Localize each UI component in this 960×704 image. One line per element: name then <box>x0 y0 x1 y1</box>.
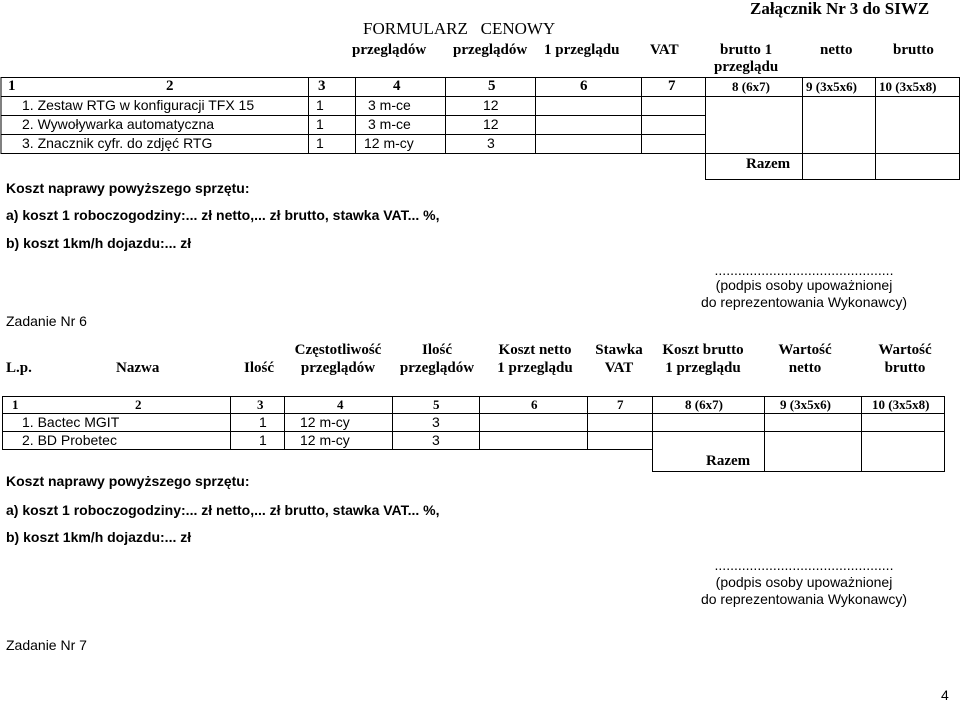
t1-row1-freq: 3 m-ce <box>368 97 411 113</box>
t6-num-6: 6 <box>531 397 538 412</box>
t6-header-lp: L.p. <box>6 360 32 376</box>
t6-row2-freq: 12 m-cy <box>300 432 350 448</box>
t6-row2-qty: 1 <box>259 432 267 448</box>
table1-header-col5: przeglądów <box>453 42 528 58</box>
t6-header-wn-1: Wartość <box>778 342 832 358</box>
t6-header-wn-2: netto <box>788 360 822 376</box>
table1-header-col4: przeglądów <box>352 42 427 58</box>
t6-header-ilp-1: Ilość <box>422 342 452 358</box>
t6-header-ilosc: Ilość <box>244 360 274 376</box>
form-title <box>363 20 555 37</box>
t1-num-10: 10 (3x5x8) <box>879 79 937 94</box>
t1-row3-name: 3. Znacznik cyfr. do zdjęć RTG <box>22 135 213 151</box>
table1-header-col8b: przeglądu <box>714 59 779 75</box>
t6-row1-name: 1. Bactec MGIT <box>22 414 120 430</box>
t6-row1-qty: 1 <box>259 414 267 430</box>
t6-num-3: 3 <box>257 397 264 412</box>
t1-row3-qty: 1 <box>316 135 324 151</box>
t6-num-7: 7 <box>617 397 624 412</box>
travel-cost-line-2: b) koszt 1km/h dojazdu:... zł <box>6 529 192 545</box>
table1-header-col8a: brutto 1 <box>720 42 773 58</box>
form-title-word-1: FORMULARZ <box>363 19 468 38</box>
t1-razem-label: Razem <box>746 156 791 172</box>
attachment-label: Załącznik Nr 3 do SIWZ <box>750 0 930 18</box>
t1-row3-freq: 12 m-cy <box>364 135 414 151</box>
signature-caption-2b: do reprezentowania Wykonawcy) <box>700 591 908 607</box>
repair-cost-heading-1: Koszt naprawy powyższego sprzętu: <box>6 180 250 196</box>
t6-header-kb-2: 1 przeglądu <box>665 360 741 376</box>
t1-row1-qty: 1 <box>316 97 324 113</box>
t1-row1-count: 12 <box>483 97 499 113</box>
t6-header-ilp-2: przeglądów <box>399 360 475 376</box>
t6-num-10: 10 (3x5x8) <box>872 397 930 412</box>
t6-num-1: 1 <box>12 397 19 412</box>
t1-num-2: 2 <box>166 78 174 94</box>
signature-caption-1b: do reprezentowania Wykonawcy) <box>700 294 908 310</box>
t1-num-1: 1 <box>8 78 16 94</box>
table1-header-col10: brutto <box>893 42 934 58</box>
t6-num-9: 9 (3x5x6) <box>780 397 831 412</box>
form-title-word-2: CENOWY <box>480 19 556 38</box>
t1-row2-freq: 3 m-ce <box>368 116 411 132</box>
t6-row1-freq: 12 m-cy <box>300 414 350 430</box>
signature-dots-2: .............................................. <box>714 557 894 573</box>
t6-header-vat-1: Stawka <box>595 342 643 358</box>
t1-num-9: 9 (3x5x6) <box>806 79 857 94</box>
t1-row2-count: 12 <box>483 116 499 132</box>
t1-num-5: 5 <box>488 78 496 94</box>
t6-header-czest-1: Częstotliwość <box>294 342 382 358</box>
t6-num-4: 4 <box>337 397 344 412</box>
signature-caption-1a: (podpis osoby upoważnionej <box>715 277 893 293</box>
signature-dots-1: .............................................. <box>714 262 894 278</box>
task6-grid <box>0 396 960 476</box>
t1-num-3: 3 <box>318 78 326 94</box>
task6-title: Zadanie Nr 6 <box>6 313 87 329</box>
task7-title: Zadanie Nr 7 <box>6 637 87 653</box>
table1-header-col9: netto <box>820 42 853 58</box>
t1-row2-qty: 1 <box>316 116 324 132</box>
t6-header-wb-1: Wartość <box>878 342 932 358</box>
page-number: 4 <box>941 687 949 703</box>
t6-row2-name: 2. BD Probetec <box>22 432 117 448</box>
signature-caption-2a: (podpis osoby upoważnionej <box>715 574 893 590</box>
t1-row3-count: 3 <box>487 135 495 151</box>
travel-cost-line-1: b) koszt 1km/h dojazdu:... zł <box>6 235 192 251</box>
t6-row2-count: 3 <box>432 432 440 448</box>
t1-num-6: 6 <box>580 78 588 94</box>
t6-header-kn-1: Koszt netto <box>498 342 572 358</box>
t6-header-wb-2: brutto <box>884 360 926 376</box>
t6-num-5: 5 <box>433 397 440 412</box>
t6-row1-count: 3 <box>432 414 440 430</box>
t1-num-8: 8 (6x7) <box>732 79 770 94</box>
t6-header-czest-2: przeglądów <box>300 360 376 376</box>
t6-header-vat-2: VAT <box>604 360 634 376</box>
t1-num-7: 7 <box>668 78 676 94</box>
t6-header-nazwa: Nazwa <box>116 360 160 376</box>
t1-row1-name: 1. Zestaw RTG w konfiguracji TFX 15 <box>22 97 255 113</box>
t1-row2-name: 2. Wywoływarka automatyczna <box>22 116 215 132</box>
t6-header-kn-2: 1 przeglądu <box>497 360 573 376</box>
t6-num-8: 8 (6x7) <box>685 397 723 412</box>
t1-num-4: 4 <box>393 78 401 94</box>
labor-cost-line-1: a) koszt 1 roboczogodziny:... zł netto,... zł brutto, stawka VAT... %, <box>6 207 440 223</box>
labor-cost-line-2: a) koszt 1 roboczogodziny:... zł netto,... zł brutto, stawka VAT... %, <box>6 502 440 518</box>
t6-num-2: 2 <box>135 397 142 412</box>
repair-cost-heading-2: Koszt naprawy powyższego sprzętu: <box>6 473 250 489</box>
table1-header-col6: 1 przeglądu <box>544 42 620 58</box>
t6-header-kb-1: Koszt brutto <box>662 342 744 358</box>
t6-razem-label: Razem <box>706 453 751 469</box>
table1-header-col7: VAT <box>650 42 679 58</box>
table1-grid <box>0 77 960 181</box>
